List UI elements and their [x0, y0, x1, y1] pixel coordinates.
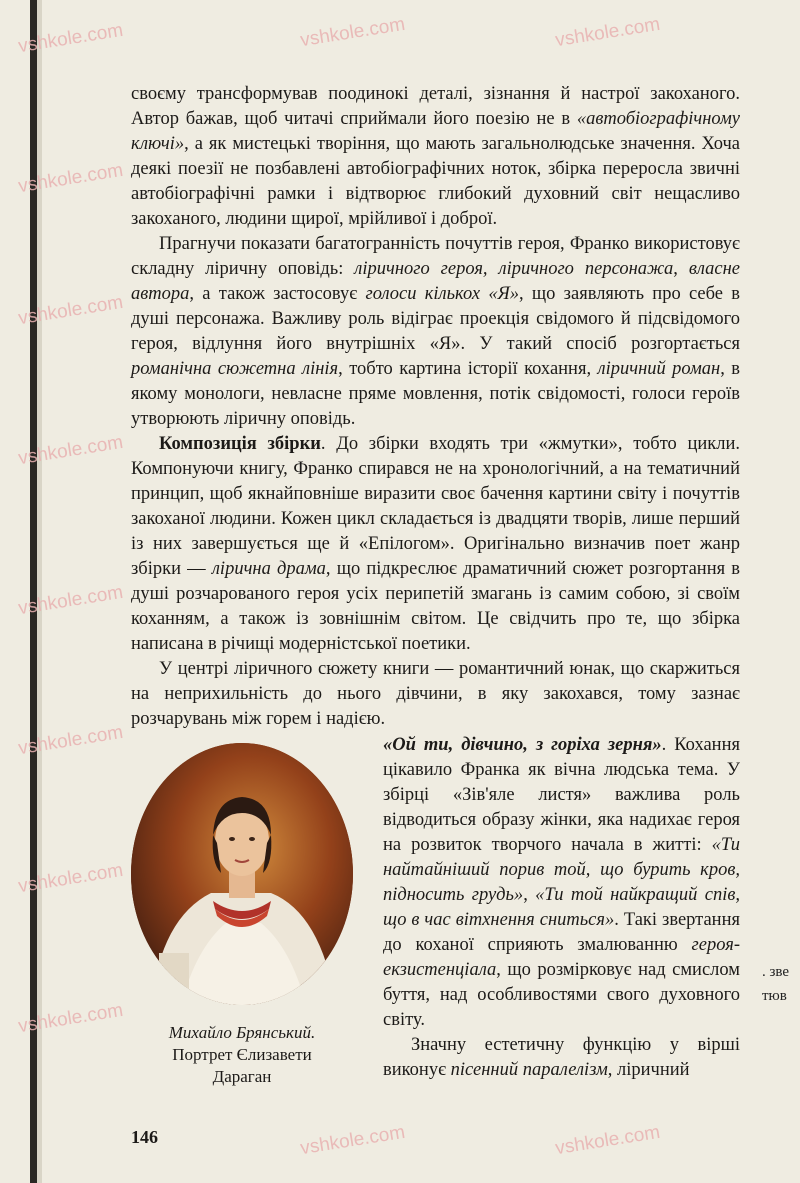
paragraph-6: Значну естетичну функцію у вірші виконує пісенний паралелізм, ліричний	[383, 1035, 740, 1080]
adjacent-page-fragment: тюв	[762, 988, 787, 1004]
text-column	[131, 82, 740, 1093]
portrait-image	[131, 743, 353, 1005]
page-number: 146	[131, 1127, 158, 1147]
section-heading: Композиція збірки	[159, 434, 321, 454]
caption-line: Портрет Єлизавети	[172, 1045, 312, 1064]
portrait-caption	[131, 1022, 353, 1088]
paragraph-5: «Ой ти, дівчино, з горіха зерня». Кохання цікавило Франка як вічна людська тема. У збірці «Зів'яле листя» важлива роль відводиться образу жінки, яка надихає героя на розвиток творчого начала в житті: «Ти найтайніший порив той, що бурить кров, підносить грудь», «Ти той найкращий спів, що в час вітхнення сниться». Такі звертання до коханої сприяють змалюванню героя-екзистенціала, що розмірковує над смислом буття, над особливостями свого духовного світу.	[383, 735, 741, 1030]
watermark: vshkole.com	[16, 291, 125, 330]
watermark: vshkole.com	[16, 721, 125, 760]
book-spine-shadow	[30, 0, 37, 1183]
text-beside-figure	[383, 733, 740, 1083]
caption-line: Дараган	[212, 1067, 272, 1086]
portrait-illustration	[131, 743, 353, 1005]
adjacent-page-fragment: . зве	[762, 964, 790, 980]
paragraph-2: Прагнучи показати багатогранність почуттів героя, Франко використовує складну ліричну оповідь: ліричного героя, ліричного персонажа, власне автора, а також застосовує голоси кількох «Я», що заявляють про себе в душі персонажа. Важливу роль відіграє проекція свідомого й підсвідомого героя, відлуння його внутрішніх «Я». У такий спосіб розгортається романічна сюжетна лінія, тобто картина історії кохання, ліричний роман, в якому монологи, невласне пряме мовлення, потік свідомості, голоси героїв утворюють ліричну оповідь.	[131, 234, 740, 429]
watermark: vshkole.com	[16, 431, 125, 470]
paragraph-4: У центрі ліричного сюжету книги — романтичний юнак, що скаржиться на неприхильність до нього дівчини, в яку закохався, тому зазнає розчарувань між горем і надією.	[131, 659, 740, 729]
paragraph-composition: Композиція збірки. До збірки входять три «жмутки», тобто цикли. Компонуючи книгу, Франко спирався не на хронологічний, а на тематичний принцип, щоб якнайповніше виразити своє бачення картини світу і почуттів закоханої людини. Кожен цикл складається із двадцяти творів, лише перший із них завершується ще й «Епілогом». Оригінально визначив поет жанр збірки — лірична драма, що підкреслює драматичний сюжет розгортання в душі розчарованого героя усіх перипетій змагань із самим собою, зі своїм коханням, а також із зовнішнім світом. Це свідчить про те, що збірка написана в річищі модерністської поетики.	[131, 434, 741, 654]
section-heading: «Ой ти, дівчино, з горіха зерня»	[383, 735, 662, 755]
book-spine-edge	[37, 0, 42, 1183]
watermark: vshkole.com	[298, 1121, 407, 1160]
caption-author: Михайло Брянський.	[168, 1023, 316, 1042]
watermark: vshkole.com	[16, 859, 125, 898]
watermark: vshkole.com	[298, 13, 407, 52]
watermark: vshkole.com	[553, 13, 662, 52]
watermark: vshkole.com	[16, 159, 125, 198]
watermark: vshkole.com	[16, 999, 125, 1038]
paragraph-1: своєму трансформував поодинокі деталі, зізнання й настрої закоханого. Автор бажав, щоб читачі сприймали його поезію не в «автобіографічному ключі», а як мистецькі творіння, що мають загальнолюдське значення. Хоча деякі поезії не позбавлені автобіографічних ноток, збірка переросла звичні автобіографічні рамки і відтворює глибокий духовний світ нещасливо закоханого, людини щирої, мрійливої і доброї.	[131, 84, 740, 229]
watermark: vshkole.com	[553, 1121, 662, 1160]
watermark: vshkole.com	[16, 581, 125, 620]
watermark: vshkole.com	[16, 19, 125, 58]
figure-row	[131, 733, 740, 1093]
